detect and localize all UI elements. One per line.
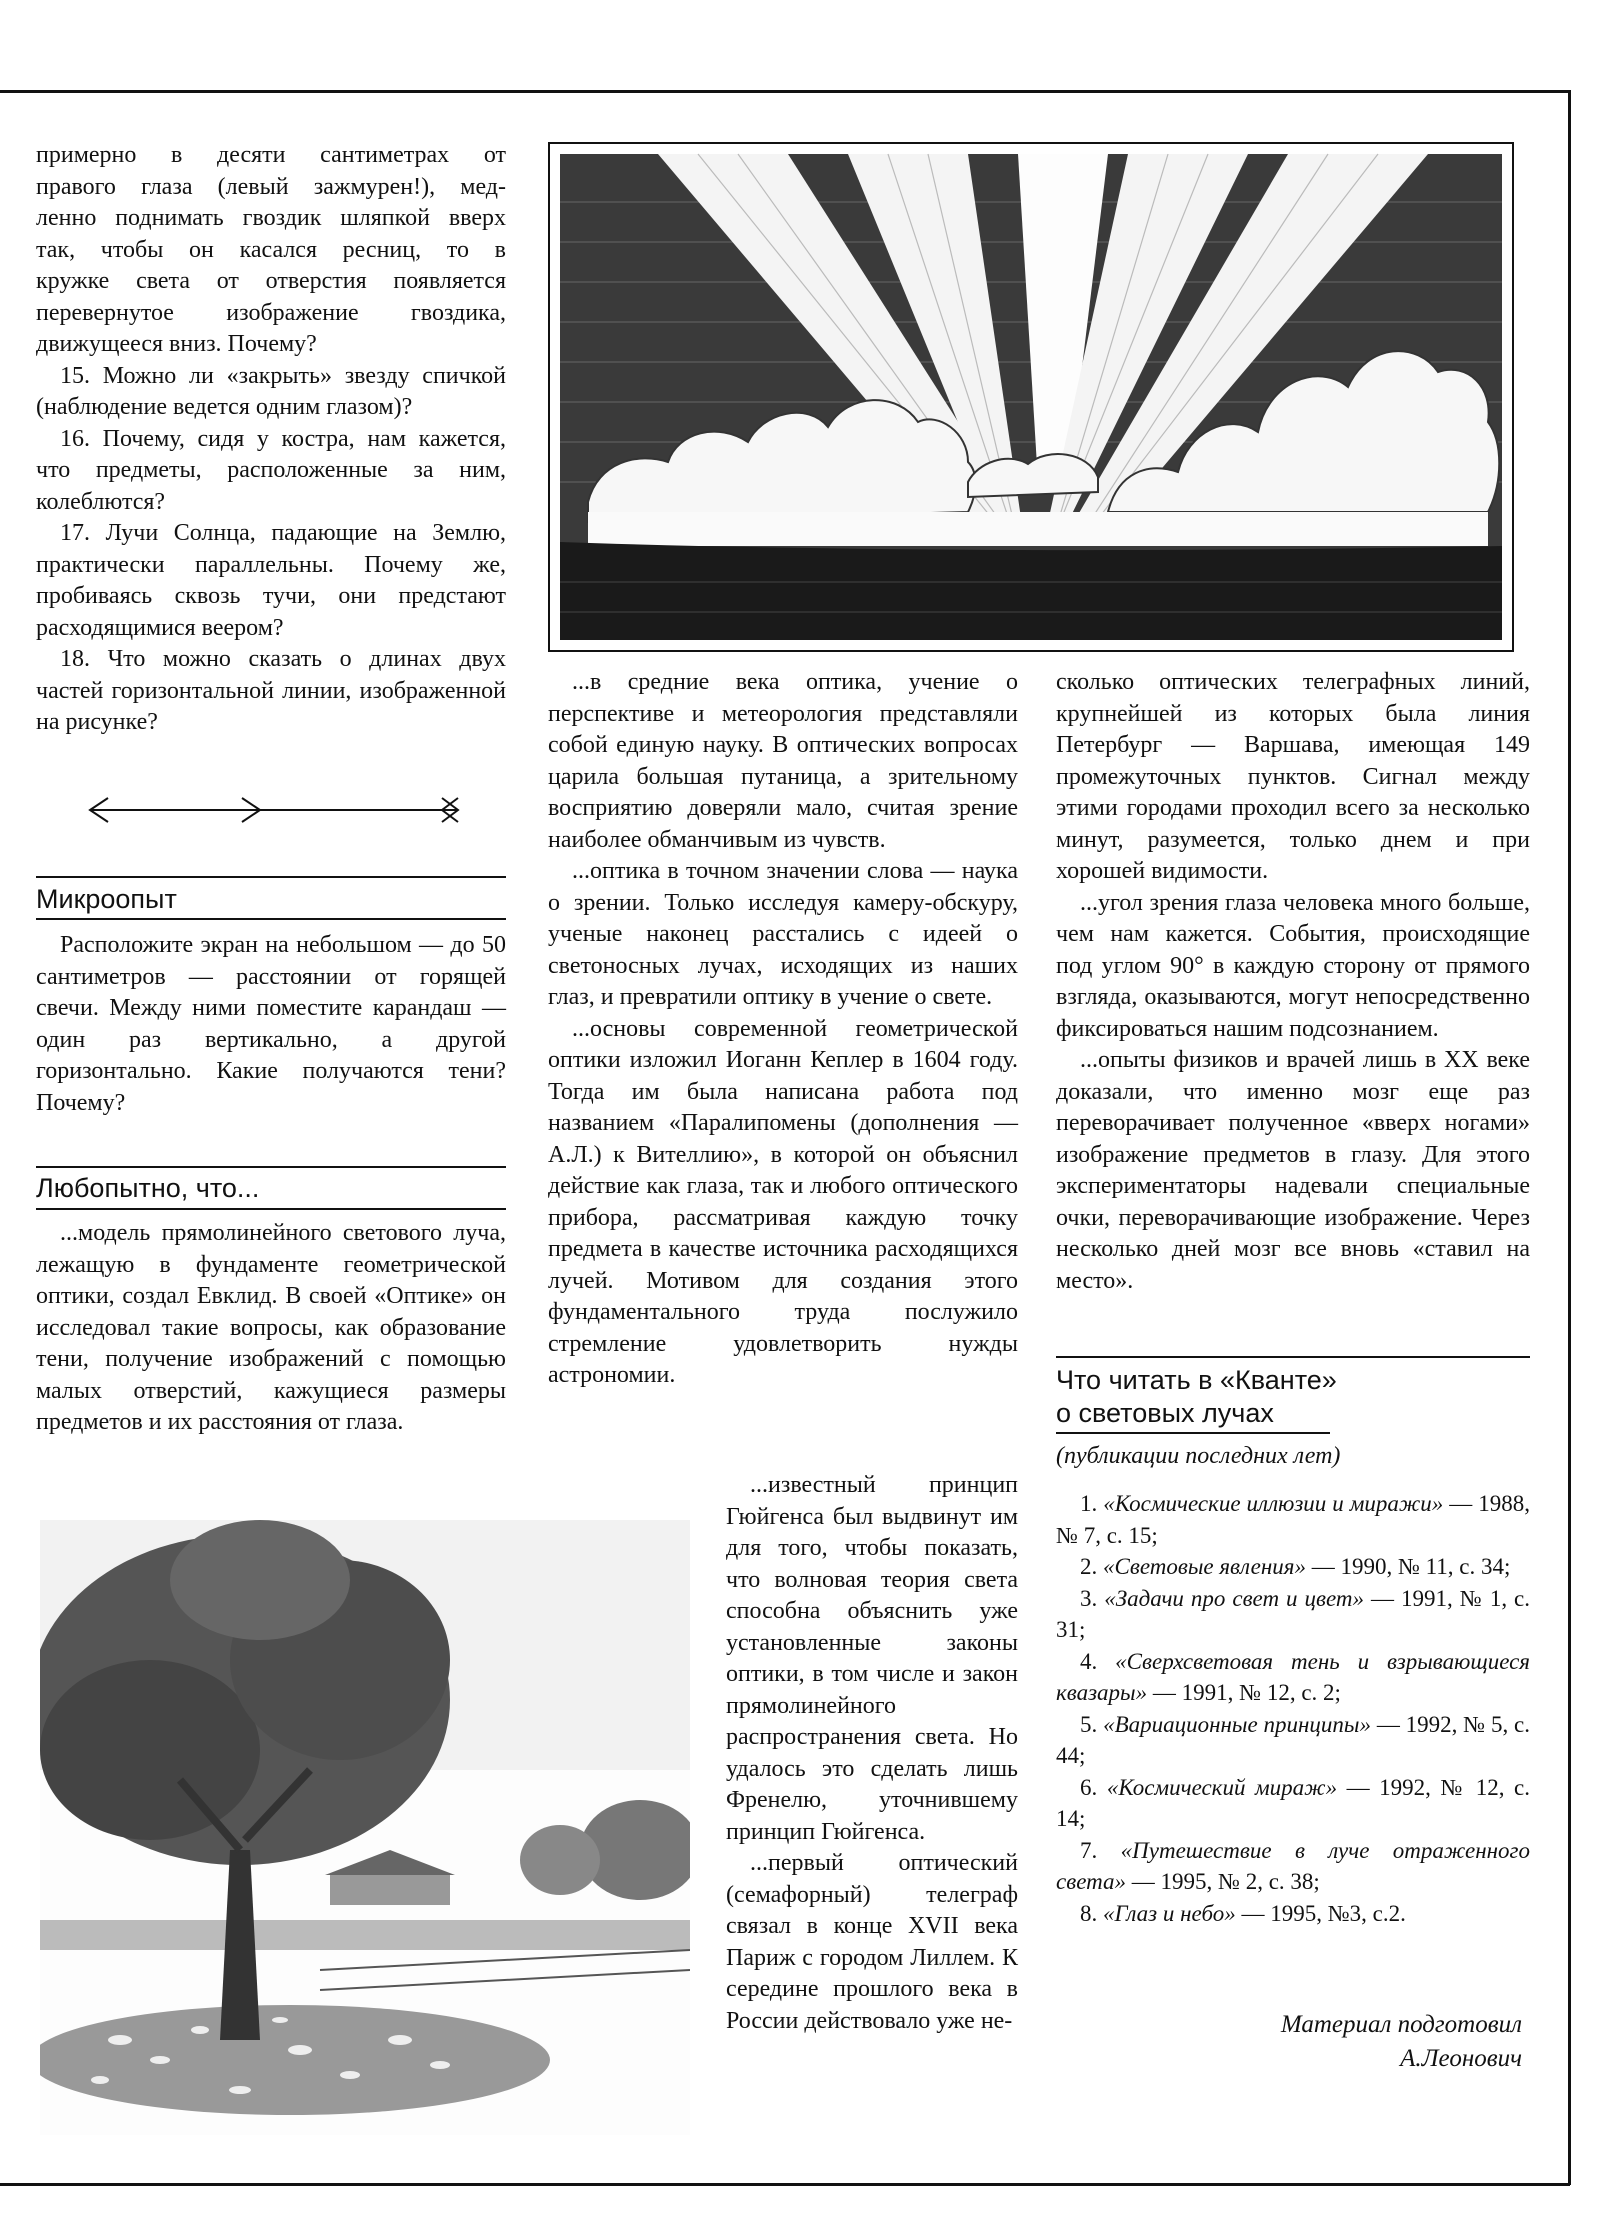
reading-rule-bottom (1056, 1432, 1330, 1434)
micro-rule-top (36, 876, 506, 878)
column-2-text (548, 667, 1018, 1392)
brain-inversion-paragraph: ...опыты физиков и врачей лишь в XX веке доказали, что именно мозг еще раз переворачивает полученное «вверх ногами» изображение предметов в глазу. Для этого экспериментаторы надевали специальные очки, переворачивающие изображение. Через несколько дней мозг все вновь «ставил на место». (1056, 1047, 1530, 1294)
column-2-narrow-text (726, 1470, 1018, 2037)
huygens-paragraph: ...известный принцип Гюйгенса был выдвинут им для того, чтобы показать, что волновая теория света способна объяснить уже установленные законы оптики, в том числе и закон прямолинейного распространения света. Но удалось это сделать лишь Френелю, уточнившему принцип Гюйгенса. (726, 1472, 1018, 1845)
semaphore-paragraph: ...первый оптический (семафорный) телеграф связал в конце XVII века Париж с городом Лиллем. К середине прошлого века в России действовало уже не- (726, 1850, 1018, 2034)
curious-rule-top (36, 1166, 506, 1168)
kepler-paragraph: ...основы современной геометрической оптики изложил Иоганн Кеплер в 1604 году. Тогда им была написана работа под названием «Паралипомены (дополнения — А.Л.) к Вителлию», в которой он объяснил действие как глаза, так и любого оптического прибора, рассматривая каждую точку предмета в качестве источника расходящихся лучей. Мотивом для создания этого фундаментального труда послужило стремление удовлетворить нужды астрономии. (548, 1015, 1018, 1388)
telegraph-continuation: сколько оптических телеграфных линий, крупнейшей из которых была линия Петербург — Варшава, имеющая 149 промежуточных пунктов. Сигнал между этими городами проходил всего за несколько минут, разумеется, только днем и при хорошей видимости. (1056, 669, 1530, 884)
list-item: 2. «Световые явления» — 1990, № 11, с. 34; (1080, 1554, 1511, 1579)
optics-definition-paragraph: ...оптика в точном значении слова — наука о зрении. Только исследуя камеру-обскуру, ученые наконец расстались с идеей о светоносных лучах, исходящих из наших глаз, и превратили оптику в учение о свете. (548, 858, 1018, 1010)
question-17: 17. Лучи Солнца, падающие на Землю, практически параллельны. Почему же, пробиваясь сквозь тучи, они предстают расходящимися веером? (36, 520, 506, 641)
list-item: 8. «Глаз и небо» — 1995, №3, с.2. (1080, 1900, 1406, 1926)
curious-rule-bottom (36, 1208, 506, 1210)
question-16: 16. Почему, сидя у костра, нам кажется, что предметы, расположенные за ним, колеблются? (36, 425, 506, 515)
list-item: 4. «Сверхсветовая тень и взрывающиеся квазары» — 1991, № 12, с. 2; (1056, 1648, 1530, 1705)
list-item: 3. «Задачи про свет и цвет» — 1991, № 1, с. 31; (1056, 1585, 1531, 1642)
reading-rule-top (1056, 1356, 1530, 1358)
page-frame-bottom (0, 2183, 1570, 2186)
reading-subtitle: (публикации последних лет) (1056, 1443, 1341, 1469)
questions-block (36, 140, 506, 739)
list-item: 6. «Космический мираж» — 1992, № 12, с. 14; (1056, 1774, 1531, 1831)
micro-rule-bottom (36, 918, 506, 920)
question-14-tail: примерно в десяти сантиметрах от правого глаза (левый зажмурен!), мед- ленно поднимать гвоздик шляпкой вверх так, чтобы он касался ресниц, то в кружке света от отверстия появляется перевернутое изображение гвоздика, движущееся вниз. Почему? (36, 142, 506, 357)
author-credit: Материал подготовил А.Леонович (1280, 2011, 1522, 2072)
list-item: 1. «Космические иллюзии и миражи» — 1988, № 7, с. 15; (1056, 1491, 1531, 1548)
tree-illustration (40, 1520, 690, 2135)
reading-heading: Что читать в «Кванте» о световых лучах (1056, 1365, 1337, 1428)
middle-ages-paragraph: ...в средние века оптика, учение о перспективе и метеорология представляли собой единую науку. В оптических вопросах царила большая путаница, а зрительному восприятию доверяли мало, считая зрение наиболее обманчивым из чувств. (548, 669, 1018, 853)
curious-heading: Любопытно, что... (36, 1173, 260, 1203)
question-18: 18. Что можно сказать о длинах двух частей горизонтальной линии, изображенной на рисунке? (36, 646, 506, 735)
vision-angle-paragraph: ...угол зрения глаза человека много больше, чем нам кажется. События, происходящие под углом 90° в каждую сторону от прямого взгляда, оказываются, могут непосредственно фиксироваться нашим подсознанием. (1056, 889, 1530, 1042)
micro-text: Расположите экран на небольшом — до 50 сантиметров — расстоянии от горящей свечи. Между ними поместите карандаш — один раз вертикально, а другой горизонтально. Какие получаются тени? Почему? (36, 932, 506, 1116)
list-item: 5. «Вариационные принципы» — 1992, № 5, с. 44; (1056, 1711, 1530, 1768)
euclid-paragraph: ...модель прямолинейного светового луча, лежащую в фундаменте геометрической оптики, создал Евклид. В своей «Оптике» он исследовал такие вопросы, как образование тени, получение изображений с помощью малых отверстий, кажущиеся размеры предметов и их расстояния от глаза. (36, 1220, 506, 1435)
sun-rays-illustration (548, 142, 1514, 652)
list-item: 7. «Путешествие в луче отраженного света» — 1995, № 2, с. 38; (1056, 1837, 1531, 1894)
illusion-line-figure (86, 790, 466, 830)
page-frame-top (0, 90, 1570, 93)
question-15: 15. Можно ли «закрыть» звезду спичкой (наблюдение ведется одним глазом)? (36, 362, 506, 420)
micro-heading: Микроопыт (36, 884, 177, 914)
column-3-text (1056, 667, 1530, 1297)
reading-list (1056, 1488, 1530, 1929)
page-frame-right (1568, 90, 1571, 2185)
